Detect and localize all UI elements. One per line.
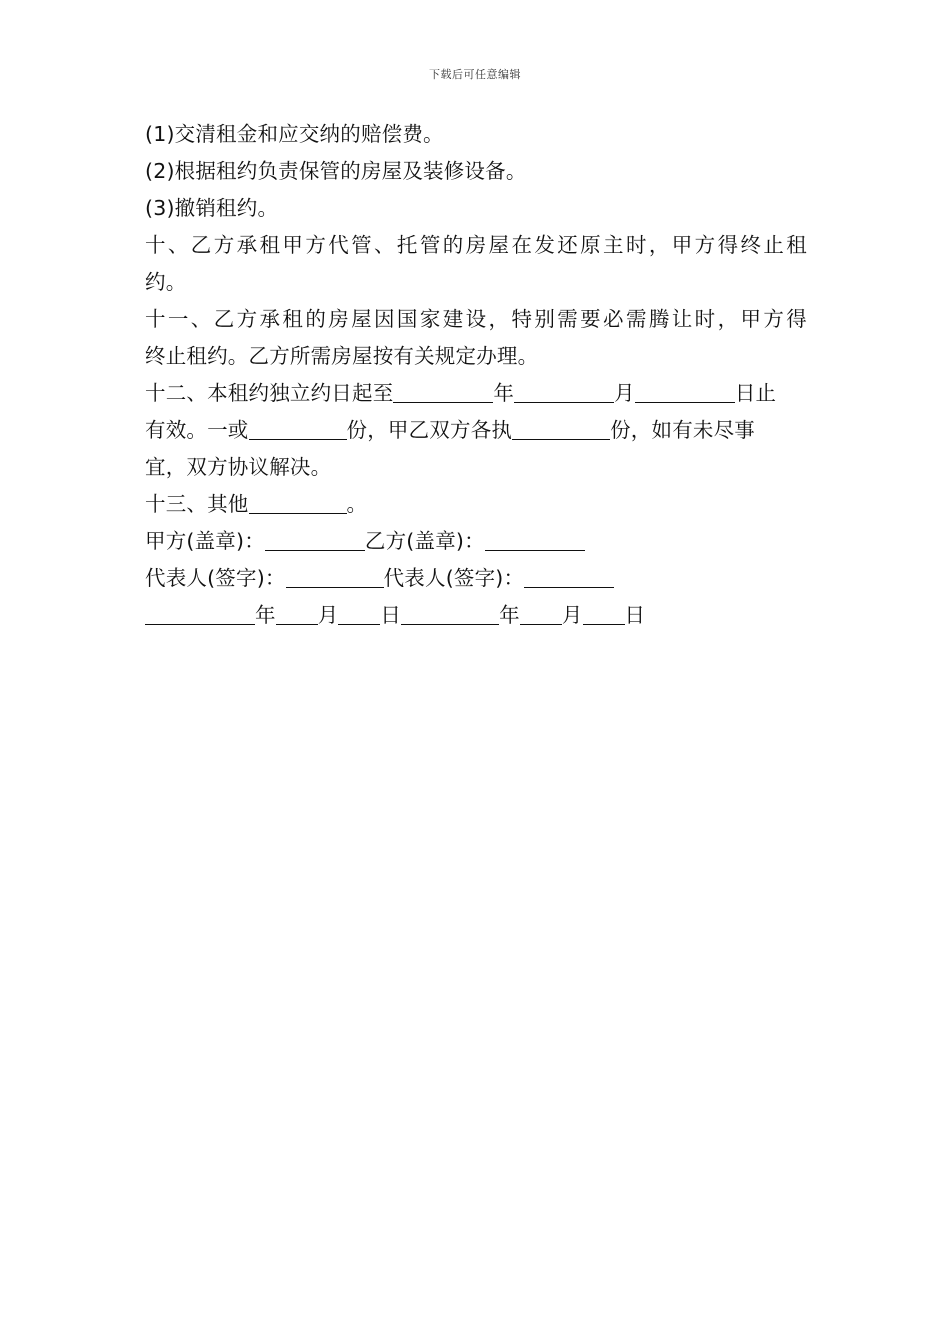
day-label-a: 日 [380,603,402,627]
rep-a-field[interactable] [286,567,384,588]
clause-10-line-2: 约。 [145,270,187,294]
party-b-seal-label: 乙方(盖章)： [364,529,485,553]
day-label-b: 日 [624,603,646,627]
seal-line [145,523,807,560]
clause-12-line-1 [145,375,807,412]
clause-12-line-2 [145,412,807,449]
page-header-note: 下载后可任意编辑 [429,68,521,81]
day-field-b[interactable] [583,604,625,625]
month-label-a: 月 [317,603,339,627]
blank-field[interactable] [249,493,347,514]
year-field-b[interactable] [401,604,499,625]
party-b-seal-field[interactable] [485,530,585,551]
item-2: (2)根据租约负责保管的房屋及装修设备。 [145,159,527,183]
blank-field[interactable] [249,419,347,440]
clause-11-line-1: 十一、乙方承租的房屋因国家建设，特别需要必需腾让时，甲方得 [145,307,807,331]
party-a-seal-label: 甲方(盖章)： [145,529,265,553]
effective-text: 有效。一或 [145,418,249,442]
rep-b-label: 代表人(签字)： [383,566,525,590]
year-label-a: 年 [255,603,276,627]
blank-field[interactable] [514,382,614,403]
date-line [145,597,807,634]
party-a-seal-field[interactable] [265,530,365,551]
item-1: (1)交清租金和应交纳的赔偿费。 [145,122,444,146]
month-label: 月 [614,381,635,405]
copies-text-b: 份，如有未尽事 [610,418,756,442]
blank-field[interactable] [393,382,493,403]
rep-a-label: 代表人(签字)： [145,566,286,590]
item-3: (3)撤销租约。 [145,196,279,220]
day-stop-label: 日止 [734,381,777,405]
year-field-a[interactable] [145,604,255,625]
copies-text-a: 份，甲乙双方各执 [346,418,513,442]
clause-12-prefix: 十二、本租约独立约日起至 [145,381,394,405]
clause-10-line-1: 十、乙方承租甲方代管、托管的房屋在发还原主时，甲方得终止租 [145,233,807,257]
document-body [145,116,807,634]
clause-13 [145,486,807,523]
blank-field[interactable] [635,382,735,403]
year-label: 年 [493,381,515,405]
clause-12-line-3: 宜，双方协议解决。 [145,455,332,479]
blank-field[interactable] [512,419,610,440]
month-label-b: 月 [561,603,583,627]
clause-13-prefix: 十三、其他 [145,492,249,516]
clause-11-line-2: 终止租约。乙方所需房屋按有关规定办理。 [145,344,539,368]
day-field-a[interactable] [338,604,380,625]
year-label-b: 年 [499,603,520,627]
month-field-a[interactable] [276,604,318,625]
representative-line [145,560,807,597]
month-field-b[interactable] [520,604,562,625]
clause-13-suffix: 。 [346,492,368,516]
rep-b-field[interactable] [524,567,614,588]
